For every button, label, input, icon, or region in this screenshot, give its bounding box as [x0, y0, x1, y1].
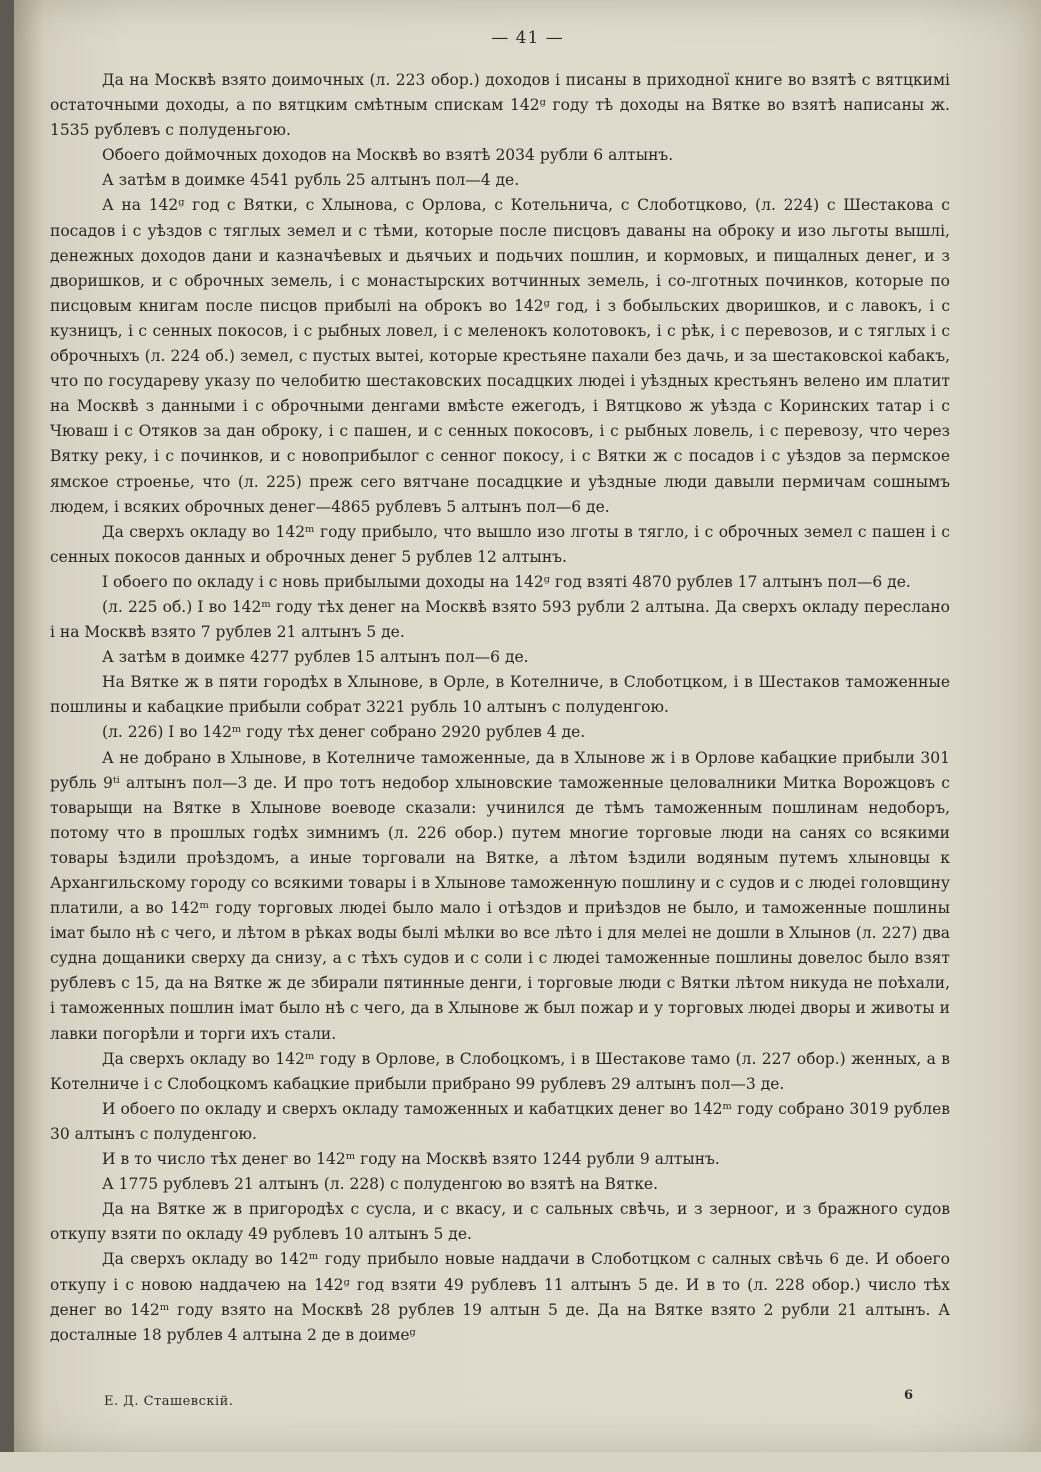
paragraph: А затѣм в доимке 4541 рубль 25 алтынъ пол—4 де.: [102, 171, 520, 190]
footer-author: Е. Д. Сташевскій.: [104, 1394, 234, 1409]
scan-margin: [0, 1452, 1041, 1472]
paragraph: А на 142ᵍ год с Вятки, с Хлынова, с Орлова, с Котельнича, с Слоботцково, (л. 224) с Шестакова с посадов і с уѣздов с тяглых земел и с тѣми, которые после писцовъ даваны на оброку и изо льготы вышлі, денежных доходов дани и казначѣевых и дьячьих и подьчих пошлин, и кормовых, и пищалных денег, и з дворишков, и с оброчных земель, і с монастырских вотчинных земель, і со-лготных починков, которые по писцовым книгам после писцов прибылі на оброкъ во 142ᵍ год, і з бобыльских дворишков, и с лавокъ, і с кузницъ, і с сенных покосов, і с рыбных ловел, і с меленокъ колотовокъ, і с рѣк, і с перевозов, и с тяглых і с оброчныхъ (л. 224 об.) земел, с пустых вытеі, которые крестьяне пахали без дачь, и за шестаковскоі кабакъ, что по государеву указу по челобитю шестаковских посадцких людеі і уѣздных крестьянъ велено им платит на Москвѣ з данными і с оброчными денгами вмѣсте ежегодъ, і Вятцково ж уѣзда с Коринских татар і с Чюваш і с Отяков за дан оброку, і с пашен, и с сенных покосовъ, і с рыбных ловель, і с перевозу, что через Вятку реку, і с починков, и с новоприбылог с сенног покосу, і с Вятки ж с посадов і с уѣздов за пермское ямское строенье, что (л. 225) преж сего вятчане посадцкие и уѣздные люди давыли пермичам сошнымъ людем, і всяких оброчных денег—4865 рублевъ 5 алтынъ пол—6 де.: [50, 196, 950, 516]
paragraph: Да на Вятке ж в пригородѣх с сусла, и с вкасу, и с сальных свѣчь, и з зерноог, и з бражного судов откупу взяти по окладу 49 рублевъ 10 алтынъ 5 де.: [50, 1200, 950, 1244]
paragraph: (л. 226) І во 142ᵐ году тѣх денег собрано 2920 рублев 4 де.: [102, 723, 586, 742]
paragraph: (л. 225 об.) І во 142ᵐ году тѣх денег на Москвѣ взято 593 рубли 2 алтына. Да сверхъ окладу переслано і на Москвѣ взято 7 рублев 21 алтынъ 5 де.: [50, 597, 950, 642]
paragraph: Да на Москвѣ взято доимочных (л. 223 обор.) доходов і писаны в приходної книге во взятѣ с вятцкимі остаточными доходы, а по вятцким смѣтным спискам 142ᵍ году тѣ доходы на Вятке во взятѣ написаны ж. 1535 рублевъ с полуденьгою.: [50, 71, 950, 140]
paragraph: А 1775 рублевъ 21 алтынъ (л. 228) с полуденгою во взятѣ на Вятке.: [102, 1175, 659, 1194]
paragraph: И в то число тѣх денег во 142ᵐ году на Москвѣ взято 1244 рубли 9 алтынъ.: [102, 1150, 720, 1169]
paragraph: А не добрано в Хлынове, в Котелниче таможенные, да в Хлынове ж і в Орлове кабацкие прибыли 301 рубль 9ᵗⁱ алтынъ пол—3 де. И про тотъ недобор хлыновские таможенные целовалники Митка Ворожцовъ с товарыщи на Вятке в Хлынове воеводе сказали: учинился де тѣмъ таможенным пошлинам недоборъ, потому что в прошлых годѣх зимнимъ (л. 226 обор.) путем многие торговые люди на санях со всякими товары ѣздили проѣздомъ, а иные торговали на Вятке, а лѣтом ѣздили водяным путемъ хлыновцы к Архангильскому городу со всякими товары і в Хлынове таможенную пошлину и с судов и с людеі головщину платили, а во 142ᵐ году торговых людеі было мало і отѣздов и приѣздов не было, и таможенные пошлины імат было нѣ с чего, и лѣтом в рѣках воды былі мѣлки во все лѣто і для мелеі не дошли в Хлынов (л. 227) два судна дощаники сверху да снизу, а с тѣхъ судов и с соли і с людеі таможенные пошлины довелос было взят рублевъ с 15, да на Вятке ж де збирали пятинные денги, і торговые люди с Вятки лѣтом никуда не поѣхали, і таможенных пошлин імат было нѣ с чего, да в Хлынове ж был пожар и у торговых людеі дворы и животы и лавки погорѣли и торги ихъ стали.: [50, 748, 950, 1043]
paragraph: На Вятке ж в пяти городѣх в Хлынове, в Орле, в Котелниче, в Слоботцком, і в Шестаков таможенные пошлины и кабацкие прибыли собрат 3221 рубль 10 алтынъ с полуденгою.: [50, 673, 950, 717]
paragraph: Обоего доймочных доходов на Москвѣ во взятѣ 2034 рубли 6 алтынъ.: [102, 146, 674, 165]
paragraph: И обоего по окладу и сверхъ окладу таможенных и кабатцких денег во 142ᵐ году собрано 3019 рублев 30 алтынъ с полуденгою.: [50, 1099, 950, 1143]
paragraph: Да сверхъ окладу во 142ᵐ году в Орлове, в Слобоцкомъ, і в Шестакове тамо (л. 227 обор.) женных, а в Котелниче і с Слобоцкомъ кабацкие прибыли прибрано 99 рублевъ 29 алтынъ пол—3 де.: [50, 1049, 950, 1093]
signature-mark: 6: [904, 1388, 914, 1403]
page-number: — 41 —: [491, 28, 564, 48]
paragraph: Да сверхъ окладу во 142ᵐ году прибыло, что вышло изо лготы в тягло, і с оброчных земел с пашен і с сенных покосов данных и оброчных денег 5 рублев 12 алтынъ.: [50, 522, 950, 566]
paragraph: Да сверхъ окладу во 142ᵐ году прибыло новые наддачи в Слоботцком с салных свѣчь 6 де. И обоего откупу і с новою наддачею на 142ᵍ год взяти 49 рублевъ 11 алтынъ 5 де. И в то (л. 228 обор.) число тѣх денег во 142ᵐ году взято на Москвѣ 28 рублев 19 алтын 5 де. Да на Вятке взято 2 рубли 21 алтынъ. А досталные 18 рублев 4 алтына 2 де в доимеᵍ: [50, 1250, 950, 1344]
paragraph: А затѣм в доимке 4277 рублев 15 алтынъ пол—6 де.: [102, 648, 529, 667]
document-page: [14, 0, 1041, 1452]
text-body: [50, 68, 950, 1348]
paragraph: І обоего по окладу і с новь прибылыми доходы на 142ᵍ год взятi 4870 рублев 17 алтынъ пол—6 де.: [102, 572, 911, 591]
